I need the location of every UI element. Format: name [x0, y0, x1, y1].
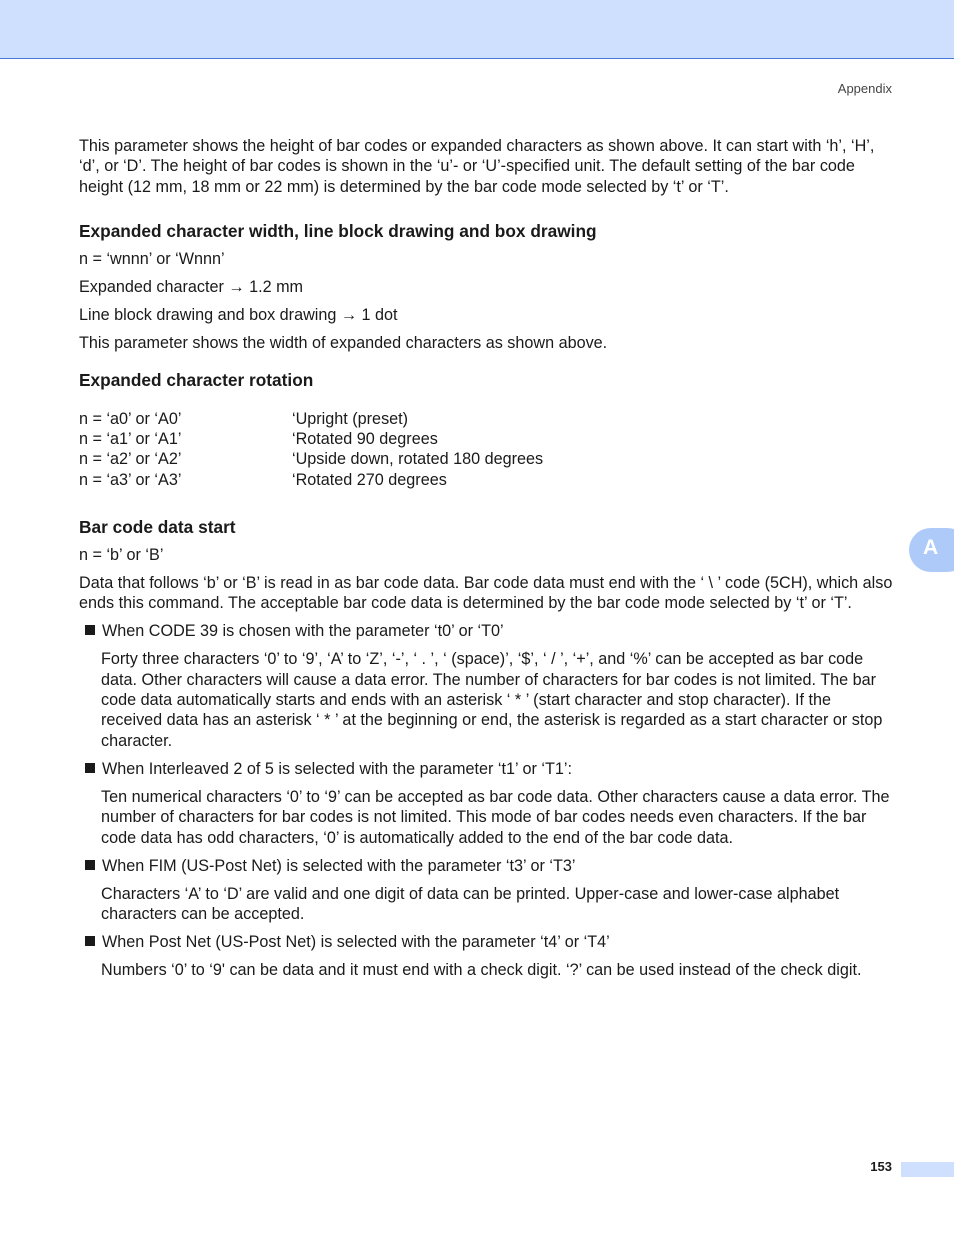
rotation-n: n = ‘a2’ or ‘A2’ — [79, 450, 182, 469]
bullet-title: When Post Net (US-Post Net) is selected with the parameter ‘t4’ or ‘T4’ — [102, 933, 610, 952]
bullet-item — [79, 932, 894, 952]
barcode-n-value: n = ‘b’ or ‘B’ — [79, 545, 164, 564]
section-header: Appendix — [837, 81, 892, 96]
rotation-heading: Expanded character rotation — [79, 369, 314, 390]
side-tab-label: A — [923, 536, 939, 559]
rotation-desc: ‘Rotated 90 degrees — [292, 429, 438, 448]
square-bullet-icon — [85, 625, 95, 635]
header-band — [0, 0, 954, 59]
barcode-heading: Bar code data start — [79, 516, 236, 537]
footer-bar — [901, 1162, 954, 1177]
expanded-character-line: Expanded character → 1.2 mm — [79, 278, 304, 297]
barcode-description: Data that follows ‘b’ or ‘B’ is read in as bar code data. Bar code data must end with the ‘ \ ’ code (5CH), which also ends this command. The acceptable bar code data is determined by the bar code mode selected by ‘t’ or ‘T’. — [79, 573, 893, 613]
rotation-row — [79, 470, 894, 490]
rotation-desc: ‘Upside down, rotated 180 degrees — [292, 450, 544, 469]
appendix-side-tab — [909, 528, 954, 572]
bullet-description: Characters ‘A’ to ‘D’ are valid and one digit of data can be printed. Upper-case and lower-case alphabet characters can be accepted. — [101, 884, 840, 924]
square-bullet-icon — [85, 936, 95, 946]
width-n-value: n = ‘wnnn’ or ‘Wnnn’ — [79, 250, 225, 269]
rotation-desc: ‘Upright (preset) — [292, 409, 409, 428]
rotation-row — [79, 409, 894, 429]
rotation-table — [79, 409, 894, 490]
page-content — [79, 136, 894, 988]
bullet-item — [79, 856, 894, 876]
width-heading: Expanded character width, line block drawing and box drawing — [79, 221, 597, 242]
rotation-desc: ‘Rotated 270 degrees — [292, 470, 447, 489]
bullet-title: When CODE 39 is chosen with the parameter ‘t0’ or ‘T0’ — [102, 622, 504, 641]
bullet-description: Forty three characters ‘0’ to ‘9’, ‘A’ to ‘Z’, ‘-’, ‘ . ’, ‘ (space)’, ‘$’, ‘ / ’, ‘+’, and ‘%’ can be accepted as bar code data. Other characters will cause a data error. The number of characters for bar codes is not limited. The bar code data automatically starts and ends with an asterisk ‘ * ’ (start character and stop character). If the received data has an asterisk ‘ * ’ at the beginning or end, the asterisk is regarded as a start character or stop character. — [101, 650, 883, 750]
bullet-description: Numbers ‘0’ to ‘9' can be data and it must end with a check digit. ‘?’ can be used instead of the check digit. — [101, 961, 862, 980]
rotation-row — [79, 449, 894, 469]
rotation-n: n = ‘a3’ or ‘A3’ — [79, 470, 182, 489]
rotation-n: n = ‘a1’ or ‘A1’ — [79, 429, 182, 448]
bullet-title: When Interleaved 2 of 5 is selected with the parameter ‘t1’ or ‘T1’: — [102, 759, 572, 778]
bullet-description: Ten numerical characters ‘0’ to ‘9’ can be accepted as bar code data. Other characters cause a data error. The number of characters for bar codes is not limited. This mode of bar codes needs even characters. If the bar code data has odd characters, ‘0’ is automatically added to the end of the bar code data. — [101, 787, 890, 847]
width-note: This parameter shows the width of expanded characters as shown above. — [79, 334, 608, 353]
block-drawing-line: Line block drawing and box drawing → 1 dot — [79, 306, 398, 325]
square-bullet-icon — [85, 763, 95, 773]
bullet-item — [79, 759, 894, 779]
square-bullet-icon — [85, 860, 95, 870]
rotation-n: n = ‘a0’ or ‘A0’ — [79, 409, 182, 428]
bullet-item — [79, 621, 894, 641]
rotation-row — [79, 429, 894, 449]
intro-paragraph: This parameter shows the height of bar codes or expanded characters as shown above. It can start with ‘h’, ‘H’, ‘d’, or ‘D’. The height of bar codes is shown in the ‘u’- or ‘U’-specified unit. The default setting of the bar code height (12 mm, 18 mm or 22 mm) is determined by the bar code mode selected by ‘t’ or ‘T’. — [79, 137, 875, 196]
bullet-title: When FIM (US-Post Net) is selected with the parameter ‘t3’ or ‘T3’ — [102, 856, 576, 875]
page-number: 153 — [870, 1159, 892, 1174]
